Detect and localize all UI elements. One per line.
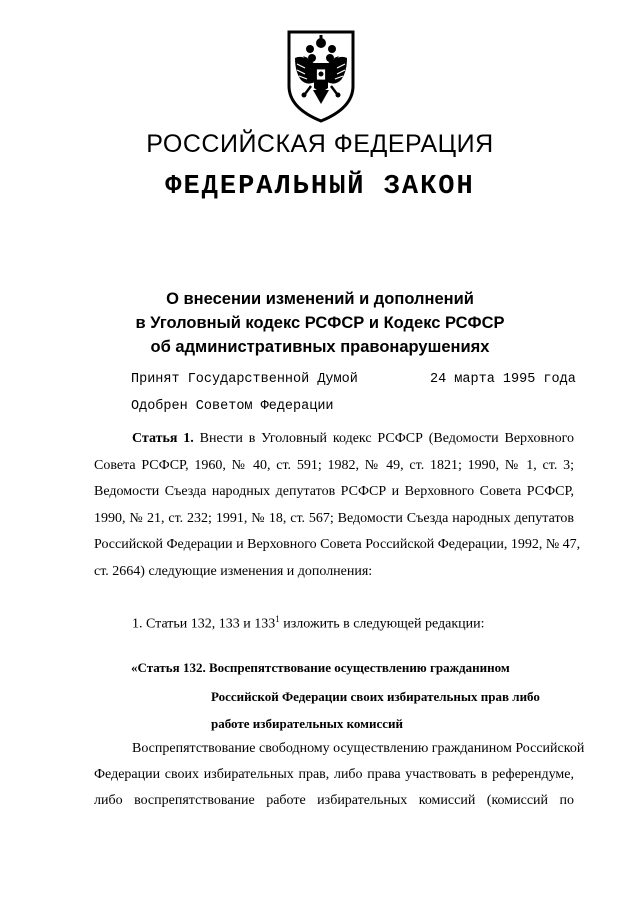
article-132-line: Воспрепятствование свободному осуществлению гражданином Российской [132,741,585,756]
article-132-paragraph [94,736,585,814]
law-type-heading: ФЕДЕРАЛЬНЫЙ ЗАКОН [165,172,475,202]
article-1-label: Статья 1. [132,431,194,446]
item-1-superscript: 1 [275,614,280,624]
adopted-label: Принят Государственной Думой [131,372,358,387]
article-1-line: Ведомости Съезда народных депутатов РСФСР и Верховного Совета РСФСР, [94,484,574,499]
law-title [0,287,640,359]
item-1-paragraph: 1. Статьи 132, 133 и $133^1$ изложить в следующей редакции: [132,614,485,632]
article-1-line: Российской Федерации и Верховного Совета Российской Федерации, 1992, № 47, [94,537,581,552]
article-1-line: ст. 2664) следующие изменения и дополнения: [94,563,373,579]
article-1-paragraph [94,426,581,585]
coat-of-arms-emblem [283,28,359,124]
adopted-date: 24 марта 1995 года [430,372,576,387]
law-title-line: об административных правонарушениях [150,338,490,356]
article-1-line: Статья 1. Внести в Уголовный кодекс РСФСР (Ведомости Верховного [132,431,575,446]
law-title-line: О внесении изменений и дополнений [166,290,474,308]
article-132-line: Федерации своих избирательных прав, либо права участвовать в референдуме, [94,767,574,782]
article-132-heading: Российской Федерации своих избирательных прав либо [211,689,540,704]
country-name: РОССИЙСКАЯ ФЕДЕРАЦИЯ [146,130,494,158]
article-1-line: 1990, № 21, ст. 232; 1991, № 18, ст. 567; Ведомости Съезда народных депутатов [94,510,574,526]
article-1-line: Совета РСФСР, 1960, № 40, ст. 591; 1982, № 49, ст. 1821; 1990, № 1, ст. 3; [94,457,574,473]
article-132-heading: работе избирательных комиссий [211,716,404,731]
approved-label: Одобрен Советом Федерации [131,399,334,414]
law-title-line: в Уголовный кодекс РСФСР и Кодекс РСФСР [135,314,505,332]
article-132-heading: «Статья 132. Воспрепятствование осуществлению гражданином [131,660,510,675]
article-132-line: либо воспрепятствование работе избирательных комиссий (комиссий по [94,793,574,808]
